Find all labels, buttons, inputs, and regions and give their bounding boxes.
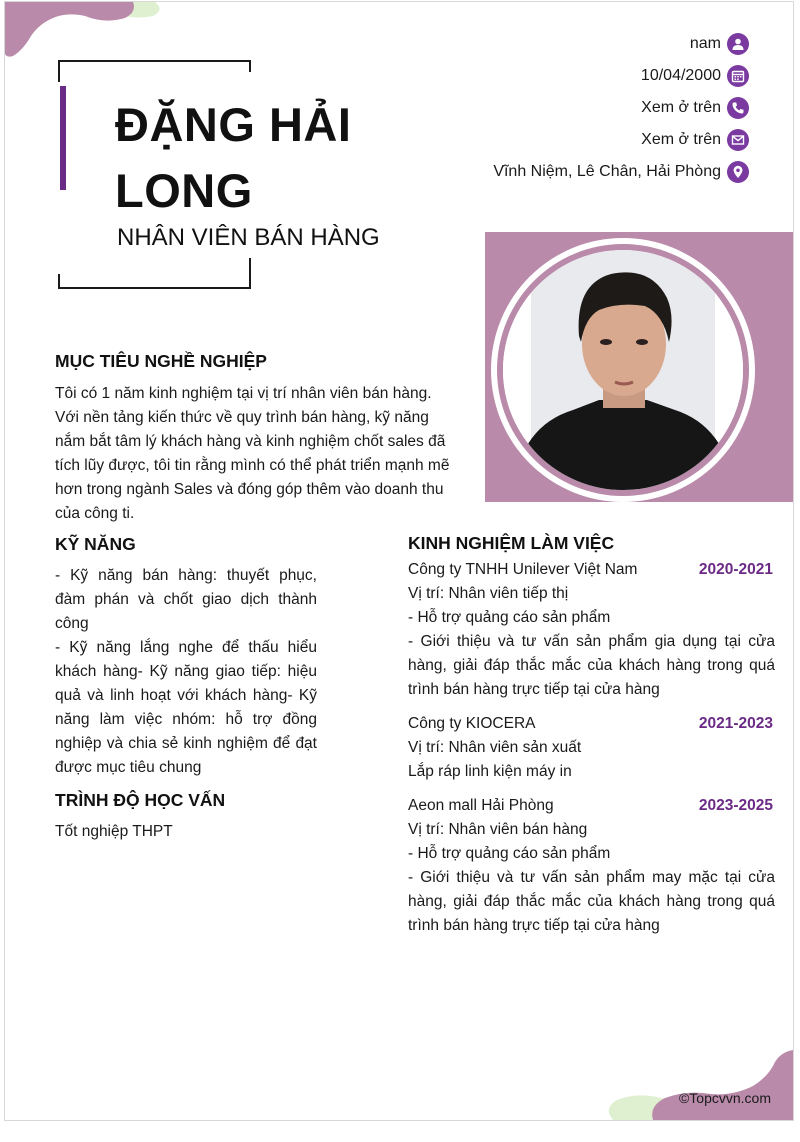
location-icon — [727, 161, 749, 183]
contact-phone: Xem ở trên — [641, 99, 721, 116]
job-company: Aeon mall Hải Phòng — [408, 797, 554, 814]
name-accent-bar — [60, 86, 66, 190]
objective-title: MỤC TIÊU NGHỀ NGHIỆP — [55, 351, 267, 371]
job-company: Công ty TNHH Unilever Việt Nam — [408, 561, 638, 578]
job-duty: - Giới thiệu và tư vấn sản phẩm gia dụng tại cửa hàng, giải đáp thắc mắc của khách hàng trong quá trình bán hàng trực tiếp tại cửa hàng — [408, 633, 775, 698]
contact-gender: nam — [689, 35, 721, 52]
job-duty: Lắp ráp linh kiện máy in — [408, 763, 572, 780]
name-frame — [58, 274, 60, 289]
contact-email: Xem ở trên — [641, 131, 721, 148]
job-years: 2023-2025 — [698, 797, 773, 814]
skills-title: KỸ NĂNG — [55, 534, 136, 554]
copyright-footer: ©Topcvvn.com — [678, 1090, 771, 1106]
job-years: 2021-2023 — [698, 715, 773, 732]
name-frame — [58, 60, 60, 82]
skills-item: - Kỹ năng bán hàng: thuyết phục, đàm phán và chốt giao dịch thành công — [55, 567, 317, 632]
contact-birthday: 10/04/2000 — [640, 67, 721, 84]
contact-address: Vĩnh Niệm, Lê Chân, Hải Phòng — [493, 163, 721, 180]
candidate-name: ĐẶNG HẢI LONG — [115, 98, 352, 217]
experience-title: KINH NGHIỆM LÀM VIỆC — [408, 533, 615, 553]
corner-decoration-bottom — [603, 1050, 793, 1120]
job-duty: - Hỗ trợ quảng cáo sản phẩm — [408, 845, 611, 862]
name-frame — [58, 287, 251, 289]
education-title: TRÌNH ĐỘ HỌC VẤN — [55, 790, 226, 810]
education-text: Tốt nghiệp THPT — [55, 823, 173, 840]
job-years: 2020-2021 — [698, 561, 773, 578]
calendar-icon — [727, 65, 749, 87]
phone-icon — [727, 97, 749, 119]
job-title: NHÂN VIÊN BÁN HÀNG — [117, 224, 380, 251]
job-duty: - Giới thiệu và tư vấn sản phẩm may mặc tại cửa hàng, giải đáp thắc mắc của khách hàng trong quá trình bán hàng trực tiếp tại cửa hàng — [408, 869, 775, 934]
skills-item: - Kỹ năng lắng nghe để thấu hiểu khách hàng- Kỹ năng giao tiếp: hiệu quả và linh hoạt với khách hàng- Kỹ năng làm việc nhóm: hỗ trợ đồng nghiệp và chia sẻ kinh nghiệm để đạt được mục tiêu chung — [55, 639, 317, 776]
job-duty: - Hỗ trợ quảng cáo sản phẩm — [408, 609, 611, 626]
objective-text: Tôi có 1 năm kinh nghiệm tại vị trí nhân viên bán hàng. Với nền tảng kiến thức về quy trình bán hàng, kỹ năng nắm bắt tâm lý khách hàng và kinh nghiệm chốt sales đã tích lũy được, tôi tin rằng mình có thể phát triển mạnh mẽ hơn trong ngành Sales và đóng góp thêm vào doanh thu của công ti. — [55, 385, 450, 522]
name-frame — [249, 258, 251, 289]
job-position: Vị trí: Nhân viên sản xuất — [408, 739, 582, 756]
job-position: Vị trí: Nhân viên tiếp thị — [408, 585, 569, 602]
job-company: Công ty KIOCERA — [408, 715, 536, 732]
job-position: Vị trí: Nhân viên bán hàng — [408, 821, 588, 838]
cv-page — [4, 1, 794, 1121]
person-icon — [727, 33, 749, 55]
email-icon — [727, 129, 749, 151]
name-frame — [58, 60, 251, 62]
corner-decoration-top — [5, 2, 175, 62]
profile-photo — [503, 250, 743, 490]
name-frame — [249, 60, 251, 72]
